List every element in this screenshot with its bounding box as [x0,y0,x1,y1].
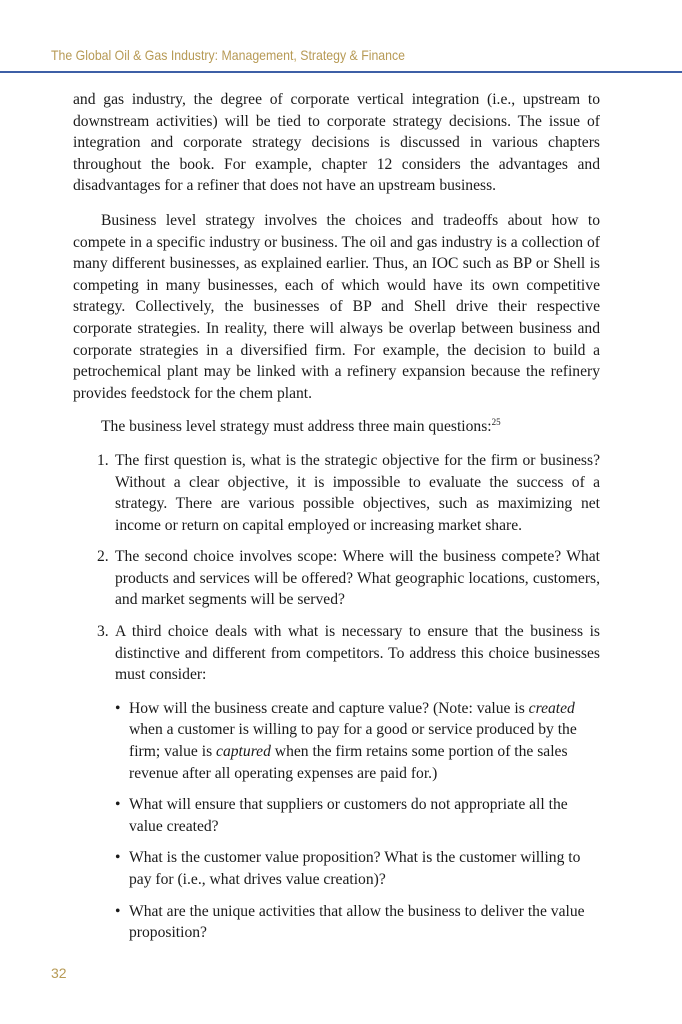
question-number: 1. [97,451,109,469]
question-item [73,621,600,944]
consideration-text: What is the customer value proposition? What is the customer willing to pay for (i.e., what drives value creation)? [129,849,581,888]
footnote-marker: 25 [491,417,501,428]
text-run: when a customer is willing to pay for a good or service produced by the firm; value is [129,721,577,761]
paragraph-three-questions [73,416,600,438]
question-text: The first question is, what is the strategic objective for the firm or business? Without a clear objective, it is impossible to evaluate the success of a strategy. There are various possible objectives, such as maximizing net income or return on capital employed or increasing market share. [115,451,600,534]
consideration-item [115,698,600,784]
bullet-icon: • [115,796,121,814]
body-text [73,89,600,954]
considerations-list [115,698,600,944]
question-item [73,546,600,611]
bullet-icon: • [115,849,121,867]
emphasis-captured: captured [216,743,271,761]
running-head: The Global Oil & Gas Industry: Management, Strategy & Finance [51,47,406,63]
question-text: A third choice deals with what is necessary to ensure that the business is distinctive and different from competitors. To address this choice businesses must consider: [115,623,600,684]
questions-list [73,450,600,944]
question-text: The second choice involves scope: Where will the business compete? What products and services will be offered? What geographic locations, customers, and market segments will be served? [115,548,600,609]
bullet-icon: • [115,699,121,717]
page-number: 32 [51,965,67,981]
paragraph-business-level-strategy: Business level strategy involves the choices and tradeoffs about how to compete in a specific industry or business. The oil and gas industry is a collection of many different businesses, as explained earlier. Thus, an IOC such as BP or Shell is competing in many businesses, each of which would have its own competitive strategy. Collectively, the businesses of BP and Shell drive their respective corporate strategies. In reality, there will always be overlap between business and corporate strategies in a diversified firm. For example, the decision to build a petrochemical plant may be linked with a refinery expansion because the refinery provides feedstock for the chem plant. [73,211,600,402]
consideration-text [129,700,577,782]
consideration-text: What are the unique activities that allow the business to deliver the value proposition? [129,902,585,942]
text-run: How will the business create and capture value? (Note: value is [129,699,529,717]
bullet-icon: • [115,902,121,920]
question-number: 2. [97,548,109,566]
consideration-text: What will ensure that suppliers or customers do not appropriate all the value created? [129,796,568,835]
three-questions-text: The business level strategy must address three main questions: [101,418,492,436]
consideration-item [115,794,600,837]
emphasis-created: created [528,699,575,717]
consideration-item [115,847,600,890]
header-rule [0,71,682,73]
question-item [73,450,600,536]
question-number: 3. [97,623,109,641]
consideration-item [115,901,600,944]
text-run: when the firm retains some portion of the sales revenue after all operating expenses are paid for.) [129,743,568,782]
paragraph-continued: and gas industry, the degree of corporate vertical integration (i.e., upstream to downstream activities) will be tied to corporate strategy decisions. The issue of integration and corporate strategy decisions is discussed in various chapters throughout the book. For example, chapter 12 considers the advantages and disadvantages for a refiner that does not have an upstream business. [73,91,600,195]
